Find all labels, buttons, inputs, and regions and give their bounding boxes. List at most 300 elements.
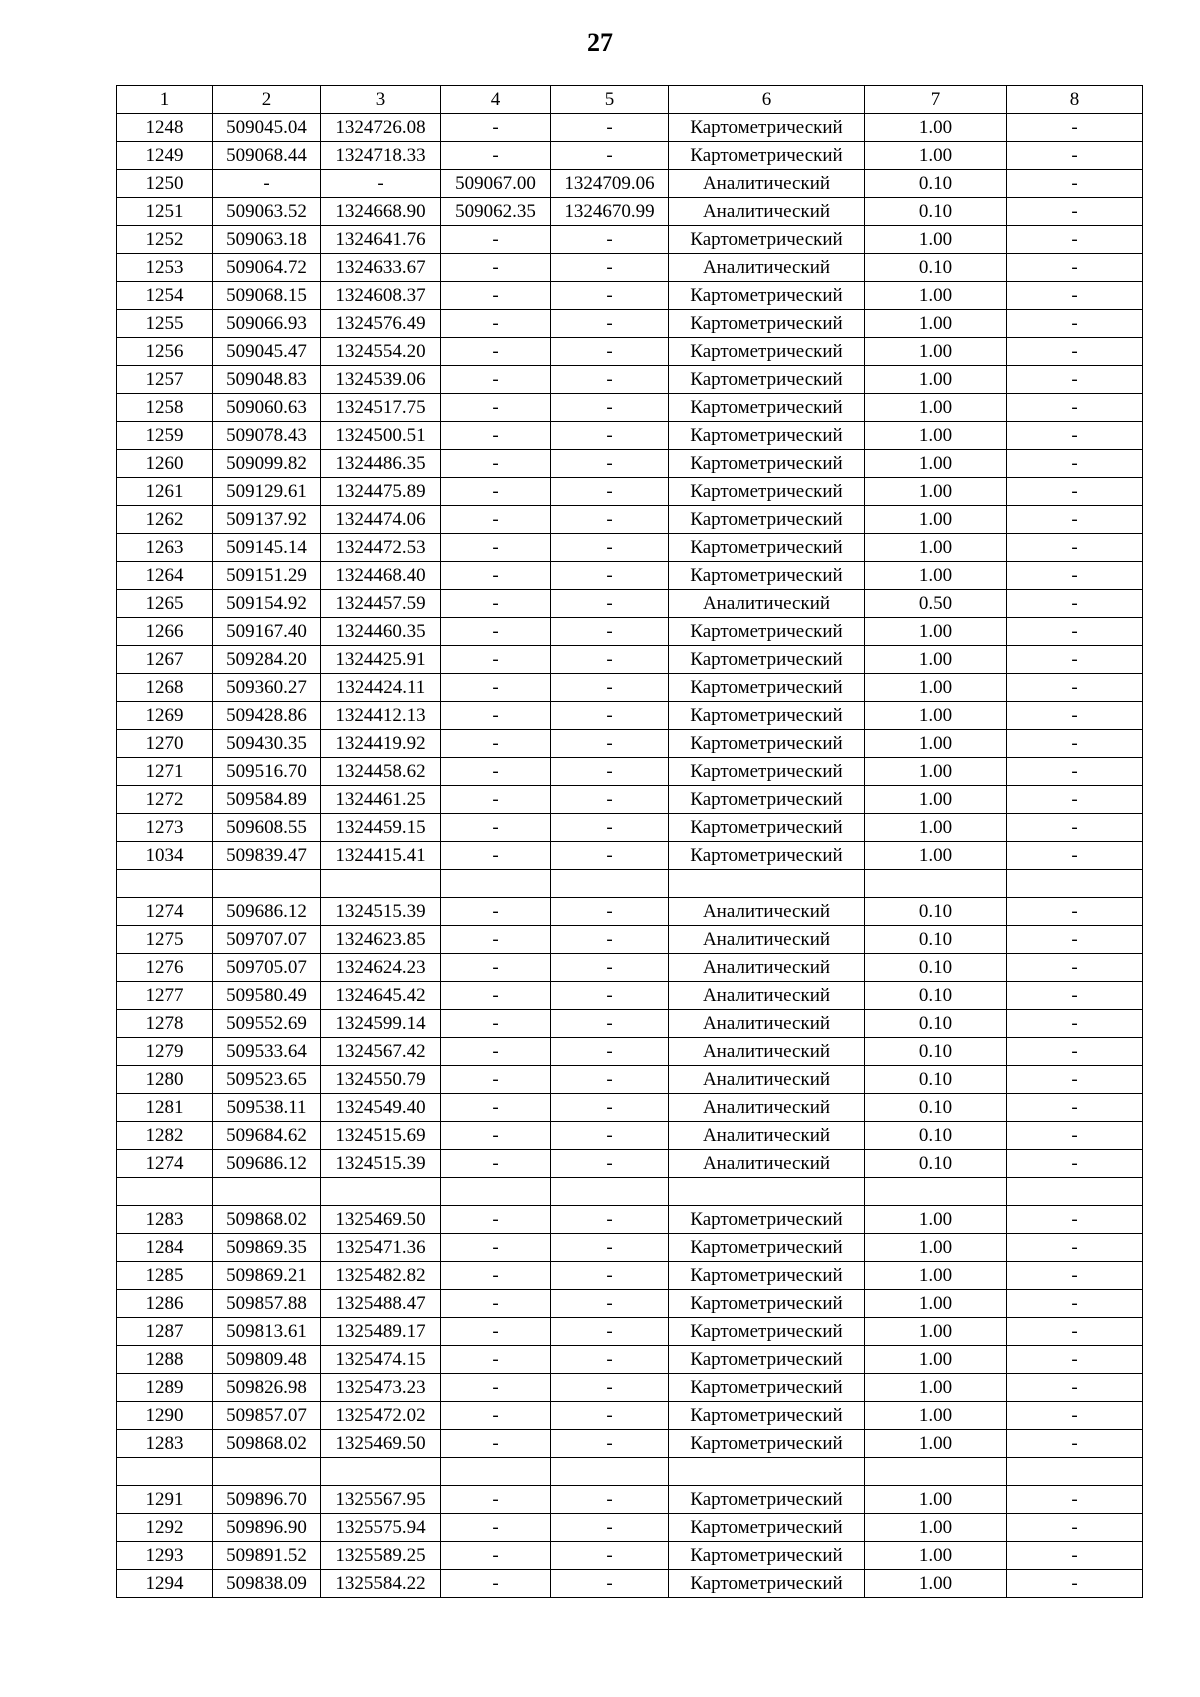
table-cell: - [1007, 1234, 1143, 1262]
table-row [117, 450, 1143, 478]
table-cell: 1283 [117, 1430, 213, 1458]
table-cell: Картометрический [669, 1234, 865, 1262]
table-cell: 509516.70 [213, 758, 321, 786]
table-cell: - [1007, 954, 1143, 982]
table-cell: 1324709.06 [551, 170, 669, 198]
table-cell: 1324412.13 [321, 702, 441, 730]
table-cell: 1324633.67 [321, 254, 441, 282]
table-cell: Картометрический [669, 282, 865, 310]
table-cell: Аналитический [669, 590, 865, 618]
table-cell: - [551, 674, 669, 702]
table-cell: 1324424.11 [321, 674, 441, 702]
table-cell: - [1007, 982, 1143, 1010]
table-row [117, 422, 1143, 450]
table-cell: 509684.62 [213, 1122, 321, 1150]
table-cell: 1250 [117, 170, 213, 198]
table-cell: - [1007, 1542, 1143, 1570]
table-cell: Аналитический [669, 926, 865, 954]
table-cell: Картометрический [669, 366, 865, 394]
table-cell: 1264 [117, 562, 213, 590]
table-cell [865, 870, 1007, 898]
table-cell: Аналитический [669, 1150, 865, 1178]
table-cell: 1324624.23 [321, 954, 441, 982]
table-cell: 1276 [117, 954, 213, 982]
table-cell: Картометрический [669, 1514, 865, 1542]
table-cell [441, 870, 551, 898]
table-cell: 1.00 [865, 282, 1007, 310]
table-cell: Картометрический [669, 506, 865, 534]
table-cell: - [1007, 366, 1143, 394]
table-cell: 1284 [117, 1234, 213, 1262]
table-cell: - [1007, 702, 1143, 730]
table-row [117, 758, 1143, 786]
table-cell: - [551, 730, 669, 758]
table-cell: - [551, 1122, 669, 1150]
table-cell: 1288 [117, 1346, 213, 1374]
table-cell: - [1007, 1066, 1143, 1094]
table-cell: 1.00 [865, 758, 1007, 786]
table-cell: 1324668.90 [321, 198, 441, 226]
table-cell: Картометрический [669, 786, 865, 814]
table-cell: 1324457.59 [321, 590, 441, 618]
table-cell: 0.10 [865, 982, 1007, 1010]
table-cell: 509078.43 [213, 422, 321, 450]
table-cell: Картометрический [669, 142, 865, 170]
table-cell [669, 1178, 865, 1206]
table-cell: 1.00 [865, 674, 1007, 702]
table-cell: 509067.00 [441, 170, 551, 198]
table-row [117, 926, 1143, 954]
table-cell: 1325474.15 [321, 1346, 441, 1374]
table-cell: 1282 [117, 1122, 213, 1150]
table-cell: 1.00 [865, 1262, 1007, 1290]
table-cell: 1289 [117, 1374, 213, 1402]
table-cell: Картометрический [669, 1374, 865, 1402]
table-cell: 1.00 [865, 702, 1007, 730]
table-cell: 1325469.50 [321, 1206, 441, 1234]
table-row [117, 1234, 1143, 1262]
table-cell: 509809.48 [213, 1346, 321, 1374]
table-cell: 0.10 [865, 1066, 1007, 1094]
table-cell: - [1007, 730, 1143, 758]
table-cell: 1287 [117, 1318, 213, 1346]
table-row [117, 674, 1143, 702]
table-cell: - [551, 702, 669, 730]
table-cell: - [441, 618, 551, 646]
table-cell: - [441, 1066, 551, 1094]
table-cell: - [1007, 926, 1143, 954]
table-cell: 1324515.39 [321, 898, 441, 926]
table-cell: 1253 [117, 254, 213, 282]
table-cell: - [551, 394, 669, 422]
table-cell: - [441, 1290, 551, 1318]
table-row [117, 870, 1143, 898]
table-cell: - [551, 898, 669, 926]
table-cell: - [213, 170, 321, 198]
table-cell: - [441, 1430, 551, 1458]
table-cell: 1.00 [865, 450, 1007, 478]
table-cell: 509686.12 [213, 898, 321, 926]
table-cell: 1325575.94 [321, 1514, 441, 1542]
table-cell: - [1007, 1402, 1143, 1430]
table-cell [669, 1458, 865, 1486]
table-cell: 509538.11 [213, 1094, 321, 1122]
table-cell: - [441, 702, 551, 730]
table-cell: 1.00 [865, 1486, 1007, 1514]
table-cell: 509430.35 [213, 730, 321, 758]
table-cell: - [441, 1318, 551, 1346]
table-cell: 509705.07 [213, 954, 321, 982]
table-row [117, 646, 1143, 674]
table-cell: 1255 [117, 310, 213, 338]
table-cell: - [551, 1346, 669, 1374]
table-cell: Картометрический [669, 646, 865, 674]
table-cell: - [1007, 394, 1143, 422]
table-cell: Картометрический [669, 730, 865, 758]
page-number: 27 [587, 28, 613, 57]
table-cell: 1290 [117, 1402, 213, 1430]
table-cell: 1.00 [865, 534, 1007, 562]
table-cell [213, 1458, 321, 1486]
table-cell: 1324486.35 [321, 450, 441, 478]
table-cell: 1257 [117, 366, 213, 394]
table-cell: - [551, 1010, 669, 1038]
table-row [117, 310, 1143, 338]
table-cell: Аналитический [669, 1094, 865, 1122]
table-cell: Картометрический [669, 114, 865, 142]
table-cell: Аналитический [669, 898, 865, 926]
table-cell: Аналитический [669, 1010, 865, 1038]
table-cell: 509707.07 [213, 926, 321, 954]
table-cell: 1324599.14 [321, 1010, 441, 1038]
table-cell: - [551, 366, 669, 394]
table-cell: 0.10 [865, 170, 1007, 198]
table-cell: - [1007, 758, 1143, 786]
table-cell: 1324554.20 [321, 338, 441, 366]
table-cell: Картометрический [669, 562, 865, 590]
table-cell: 1249 [117, 142, 213, 170]
table-cell: - [551, 590, 669, 618]
table-cell: 1324515.39 [321, 1150, 441, 1178]
table-cell: 1324425.91 [321, 646, 441, 674]
table-cell: 1263 [117, 534, 213, 562]
table-cell: 1254 [117, 282, 213, 310]
table-cell: 509284.20 [213, 646, 321, 674]
table-cell: - [1007, 1486, 1143, 1514]
table-cell: - [551, 254, 669, 282]
table-cell: - [1007, 338, 1143, 366]
table-row [117, 534, 1143, 562]
table-cell: Аналитический [669, 170, 865, 198]
table-cell: 1.00 [865, 1402, 1007, 1430]
table-cell [321, 1178, 441, 1206]
table-cell: 1324718.33 [321, 142, 441, 170]
table-cell: 509523.65 [213, 1066, 321, 1094]
table-row [117, 254, 1143, 282]
table-row [117, 1542, 1143, 1570]
table-cell: 1294 [117, 1570, 213, 1598]
table-cell: - [1007, 1290, 1143, 1318]
table-cell: 509145.14 [213, 534, 321, 562]
table-cell: - [441, 954, 551, 982]
table-cell: - [1007, 310, 1143, 338]
table-cell: 1280 [117, 1066, 213, 1094]
table-cell: Картометрический [669, 226, 865, 254]
table-cell: 1325567.95 [321, 1486, 441, 1514]
table-row [117, 702, 1143, 730]
table-cell: - [1007, 590, 1143, 618]
table-cell: - [441, 646, 551, 674]
table-cell: 1292 [117, 1514, 213, 1542]
table-cell [669, 870, 865, 898]
table-cell: - [441, 1486, 551, 1514]
table-cell: 1325589.25 [321, 1542, 441, 1570]
table-cell: 1.00 [865, 1206, 1007, 1234]
table-cell: 1325473.23 [321, 1374, 441, 1402]
table-cell: Картометрический [669, 450, 865, 478]
table-cell: 1324550.79 [321, 1066, 441, 1094]
table-cell: 509686.12 [213, 1150, 321, 1178]
table-row [117, 1458, 1143, 1486]
table-row [117, 1094, 1143, 1122]
table-cell: 1.00 [865, 1234, 1007, 1262]
table-cell: 509869.21 [213, 1262, 321, 1290]
table-cell: 0.10 [865, 954, 1007, 982]
table-cell: - [1007, 450, 1143, 478]
table-cell: Картометрический [669, 1570, 865, 1598]
table-cell: 1.00 [865, 422, 1007, 450]
table-cell: Картометрический [669, 310, 865, 338]
table-cell: - [1007, 198, 1143, 226]
table-row [117, 1178, 1143, 1206]
table-cell: - [551, 1150, 669, 1178]
table-cell: - [441, 450, 551, 478]
table-cell: 1265 [117, 590, 213, 618]
table-row [117, 366, 1143, 394]
table-cell: Картометрический [669, 338, 865, 366]
table-cell: 1.00 [865, 646, 1007, 674]
table-cell: 1274 [117, 898, 213, 926]
table-row [117, 506, 1143, 534]
table-cell: 509099.82 [213, 450, 321, 478]
table-cell: - [1007, 786, 1143, 814]
table-cell: 1258 [117, 394, 213, 422]
table-cell: 1252 [117, 226, 213, 254]
table-row [117, 1346, 1143, 1374]
table-cell: 1324567.42 [321, 1038, 441, 1066]
table-cell: 1.00 [865, 730, 1007, 758]
table-cell: 1325471.36 [321, 1234, 441, 1262]
table-row [117, 982, 1143, 1010]
table-cell: - [551, 618, 669, 646]
table-cell: 509048.83 [213, 366, 321, 394]
table-row [117, 1318, 1143, 1346]
table-cell: - [441, 506, 551, 534]
table-cell [865, 1178, 1007, 1206]
table-cell: - [1007, 1570, 1143, 1598]
table-cell: - [551, 814, 669, 842]
table-cell: 1.00 [865, 338, 1007, 366]
table-row [117, 730, 1143, 758]
table-cell: - [1007, 1374, 1143, 1402]
table-cell: 1286 [117, 1290, 213, 1318]
table-cell: 1.00 [865, 1290, 1007, 1318]
table-cell: 509857.88 [213, 1290, 321, 1318]
table-cell: 1324458.62 [321, 758, 441, 786]
header-cell: 2 [213, 86, 321, 114]
table-cell: Картометрический [669, 1430, 865, 1458]
table-cell: 1324475.89 [321, 478, 441, 506]
table-cell: Аналитический [669, 982, 865, 1010]
table-cell: - [551, 1094, 669, 1122]
table-cell: 509838.09 [213, 1570, 321, 1598]
table-row [117, 954, 1143, 982]
table-cell: 1324500.51 [321, 422, 441, 450]
table-cell: 0.10 [865, 1122, 1007, 1150]
table-cell: - [441, 562, 551, 590]
table-cell: Аналитический [669, 254, 865, 282]
table-cell: 509045.04 [213, 114, 321, 142]
table-cell: - [441, 1346, 551, 1374]
table-cell: Картометрический [669, 1402, 865, 1430]
table-row [117, 226, 1143, 254]
table-cell: Аналитический [669, 1066, 865, 1094]
table-cell: - [441, 226, 551, 254]
table-cell: 1.00 [865, 366, 1007, 394]
table-cell [213, 870, 321, 898]
table-cell: 509154.92 [213, 590, 321, 618]
header-cell: 7 [865, 86, 1007, 114]
table-cell: - [321, 170, 441, 198]
table-cell: - [441, 1514, 551, 1542]
table-row [117, 814, 1143, 842]
table-cell: - [1007, 1010, 1143, 1038]
table-cell: 509826.98 [213, 1374, 321, 1402]
table-row [117, 478, 1143, 506]
table-cell: - [441, 114, 551, 142]
table-cell: - [551, 1430, 669, 1458]
table-cell: - [441, 1094, 551, 1122]
table-row [117, 170, 1143, 198]
table-cell: - [551, 1374, 669, 1402]
table-cell: 1261 [117, 478, 213, 506]
table-cell [1007, 1178, 1143, 1206]
table-cell: 1274 [117, 1150, 213, 1178]
table-cell: 0.10 [865, 898, 1007, 926]
table-cell: - [551, 562, 669, 590]
table-cell: - [1007, 1150, 1143, 1178]
table-row [117, 1150, 1143, 1178]
table-cell: Картометрический [669, 534, 865, 562]
table-cell: 1324460.35 [321, 618, 441, 646]
table-cell: Картометрический [669, 1542, 865, 1570]
table-cell: - [441, 982, 551, 1010]
table-cell: - [551, 534, 669, 562]
table-row [117, 842, 1143, 870]
table-cell: 509580.49 [213, 982, 321, 1010]
table-cell: 1325489.17 [321, 1318, 441, 1346]
table-cell: - [551, 1290, 669, 1318]
table-cell: 509064.72 [213, 254, 321, 282]
table-cell: 0.10 [865, 926, 1007, 954]
table-cell: - [441, 394, 551, 422]
table-cell: - [551, 450, 669, 478]
table-cell: - [1007, 1094, 1143, 1122]
table-cell: Картометрический [669, 758, 865, 786]
table-row [117, 1262, 1143, 1290]
table-cell: 509839.47 [213, 842, 321, 870]
table-cell: 1.00 [865, 1570, 1007, 1598]
table-cell: 1271 [117, 758, 213, 786]
table-cell: - [441, 1402, 551, 1430]
table-cell: - [441, 254, 551, 282]
table-cell: 1325584.22 [321, 1570, 441, 1598]
table-cell: 509533.64 [213, 1038, 321, 1066]
table-cell: 1324459.15 [321, 814, 441, 842]
table-cell: 1.00 [865, 1430, 1007, 1458]
table-cell: 1325469.50 [321, 1430, 441, 1458]
table-cell: - [1007, 282, 1143, 310]
table-cell: - [551, 1234, 669, 1262]
table-cell: Картометрический [669, 394, 865, 422]
table-cell [865, 1458, 1007, 1486]
table-cell: 1270 [117, 730, 213, 758]
table-cell: - [441, 366, 551, 394]
table-cell [321, 1458, 441, 1486]
table-cell: 1324539.06 [321, 366, 441, 394]
table-cell: 0.10 [865, 198, 1007, 226]
table-cell: 1324576.49 [321, 310, 441, 338]
table-cell: 1324608.37 [321, 282, 441, 310]
table-cell [441, 1458, 551, 1486]
table-cell: 1293 [117, 1542, 213, 1570]
table-cell: - [1007, 1038, 1143, 1066]
table-cell: 1324517.75 [321, 394, 441, 422]
table-cell: - [1007, 422, 1143, 450]
table-cell: 1269 [117, 702, 213, 730]
table-row [117, 198, 1143, 226]
table-cell: - [551, 226, 669, 254]
table-cell: - [551, 1402, 669, 1430]
table-cell: 1.00 [865, 814, 1007, 842]
table-cell: - [441, 1038, 551, 1066]
table-cell: 1279 [117, 1038, 213, 1066]
table-body [117, 86, 1143, 1598]
table-cell: Картометрический [669, 1318, 865, 1346]
table-cell: 1324641.76 [321, 226, 441, 254]
table-cell: - [551, 422, 669, 450]
table-cell: 0.10 [865, 254, 1007, 282]
table-cell [213, 1178, 321, 1206]
table-cell: - [551, 282, 669, 310]
table-cell: 509360.27 [213, 674, 321, 702]
table-cell: - [551, 1542, 669, 1570]
table-cell: Аналитический [669, 1122, 865, 1150]
table-cell: - [1007, 254, 1143, 282]
table-cell: - [1007, 618, 1143, 646]
table-cell: 1.00 [865, 506, 1007, 534]
table-cell: - [551, 1038, 669, 1066]
table-cell: - [441, 758, 551, 786]
table-row [117, 1290, 1143, 1318]
table-cell: 509868.02 [213, 1430, 321, 1458]
table-cell: 1.00 [865, 226, 1007, 254]
table-cell: Картометрический [669, 1206, 865, 1234]
header-cell: 4 [441, 86, 551, 114]
table-cell: - [1007, 646, 1143, 674]
table-cell: 1.00 [865, 478, 1007, 506]
table-cell: 1.00 [865, 1514, 1007, 1542]
